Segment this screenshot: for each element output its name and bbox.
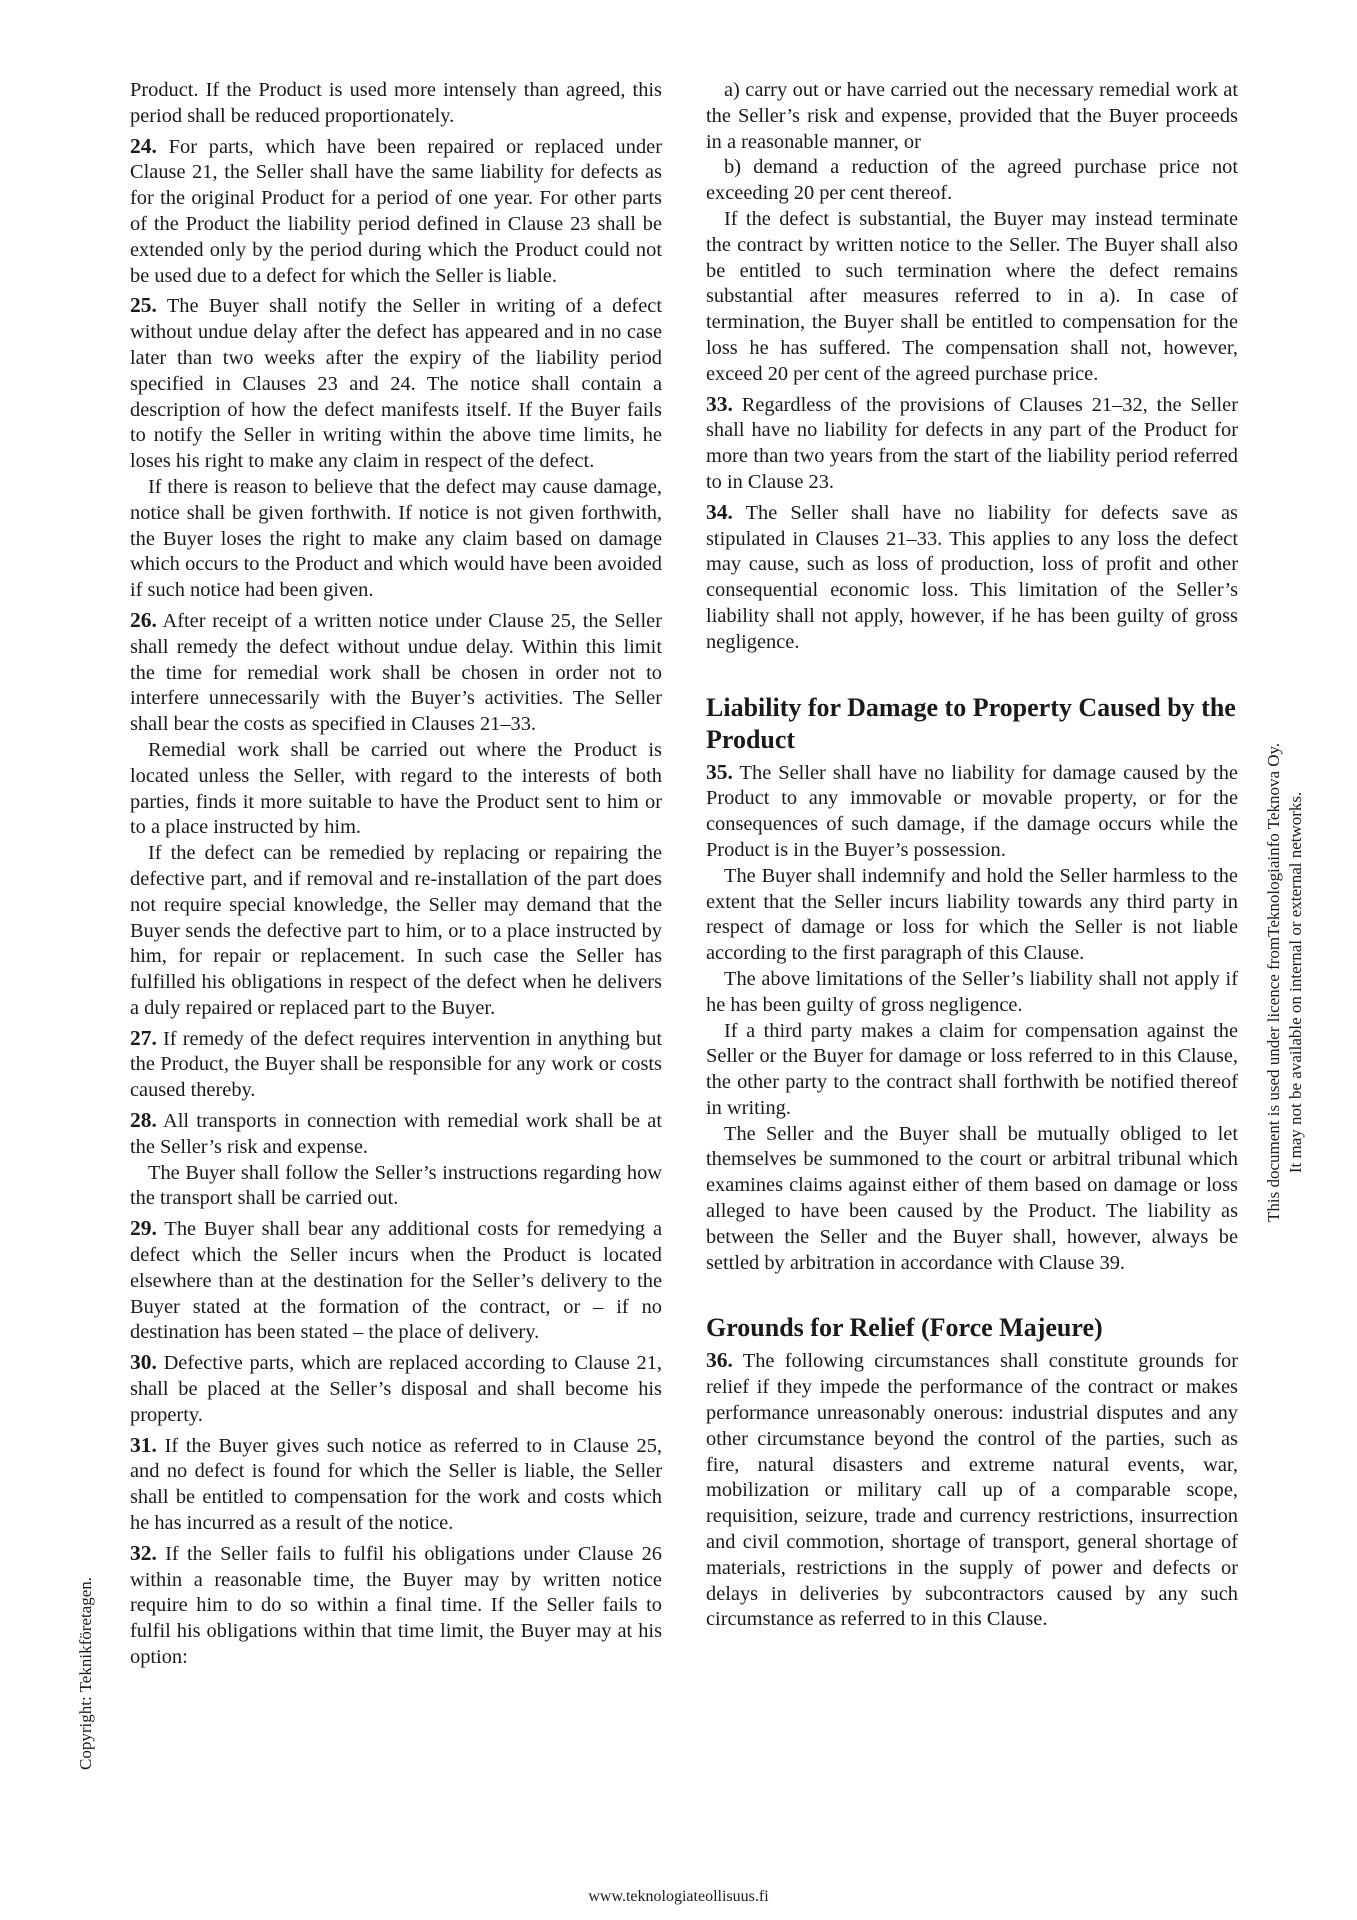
paragraph: Product. If the Product is used more intensely than agreed, this period shall be reduced proportionately. [130,79,662,127]
section-heading: Liability for Damage to Property Caused by the Product [706,692,1236,754]
clause-text: The Buyer shall notify the Seller in writing of a defect without undue delay after the defect has appeared and in no case later than two weeks after the expiry of the liability period specified in Clauses 23 and 24. The notice shall contain a description of how the defect manifests itself. If the Buyer fails to notify the Seller in writing within the above time limits, he loses his right to make any claim in respect of the defect. [130,295,662,473]
licence-line-1: This document is used under licence fromTeknologiainfo Teknova Oy. [1264,742,1283,1222]
paragraph: If the defect is substantial, the Buyer may instead terminate the contract by written notice to the Seller. The Buyer shall also be entitled to such termination where the defect remains substantial after measures referred to in a). In case of termination, the Buyer shall be entitled to compensation for the loss he has suffered. The compensation shall not, however, exceed 20 per cent of the agreed purchase price. [706,207,1238,385]
clause-number: 34. [706,499,733,524]
clause-text: Regardless of the provisions of Clauses 21–32, the Seller shall have no liability for defects in any part of the Product for more than two years from the start of the liability period referred to in Clause 23. [706,393,1238,493]
clause-number: 26. [130,607,157,632]
clause-text: For parts, which have been repaired or replaced under Clause 21, the Seller shall have the same liability for defects as for the original Product for a period of one year. For other parts of the Product the liability period defined in Clause 23 shall be extended only by the period during which the Product could not be used due to a defect for which the Seller is liable. [130,135,662,287]
clause-number: 25. [130,293,157,318]
clause-text: After receipt of a written notice under Clause 25, the Seller shall remedy the defect without undue delay. Within this limit the time for remedial work shall be chosen in order not to interfere unnecessarily with the Buyer’s activities. The Seller shall bear the costs as specified in Clauses 21–33. [130,609,662,736]
paragraph: The above limitations of the Seller’s liability shall not apply if he has been guilty of gross negligence. [706,967,1238,1016]
clause-text: The following circumstances shall constitute grounds for relief if they impede the performance of the contract or makes performance unreasonably onerous: industrial disputes and any other circumstance beyond the control of the parties, such as fire, natural disasters and extreme natural events, war, mobilization or military call up of a comparable scope, requisition, seizure, trade and currency restrictions, insurrection and civil commotion, shortage of transport, general shortage of materials, restrictions in the supply of power and defects or delays in deliveries by subcontractors caused by any such circumstance as referred to in this Clause. [706,1350,1238,1631]
clause-text: If the Buyer gives such notice as referred to in Clause 25, and no defect is found for which the Seller is liable, the Seller shall be entitled to compensation for the work and costs which he has incurred as a result of the notice. [130,1434,662,1535]
clause [706,760,1238,864]
clause-number: 32. [130,1540,157,1565]
right-column [706,78,1238,1633]
clause [130,1108,662,1161]
left-column [130,78,662,1671]
footer-url: www.teknologiateollisuus.fi [588,1888,769,1905]
copyright-notice: Copyright: Teknikföretagen. [76,1576,95,1770]
clause-number: 35. [706,759,733,784]
clause-text: The Buyer shall bear any additional costs for remedying a defect which the Seller incurs when the Product is located elsewhere than at the destination for the Seller’s delivery to the Buyer stated at the formation of the contract, or – if no destination has been stated – the place of delivery. [130,1218,662,1344]
clause [130,608,662,738]
clause-text: The Seller shall have no liability for damage caused by the Product to any immovable or movable property, or for the consequences of such damage, if the damage occurs while the Product is in the Buyer’s possession. [706,761,1238,861]
clause-number: 31. [130,1432,157,1457]
clause [130,134,662,290]
section-heading: Grounds for Relief (Force Majeure) [706,1313,1103,1343]
clause [130,1026,662,1104]
clause-number: 33. [706,391,733,416]
paragraph: The Buyer shall follow the Seller’s instructions regarding how the transport shall be carried out. [130,1161,662,1210]
paragraph: b) demand a reduction of the agreed purchase price not exceeding 20 per cent thereof. [706,156,1238,205]
paragraph: a) carry out or have carried out the necessary remedial work at the Seller’s risk and expense, provided that the Buyer proceeds in a reasonable manner, or [706,79,1238,153]
clause-text: The Seller shall have no liability for defects save as stipulated in Clauses 21–33. This applies to any loss the defect may cause, such as loss of production, loss of profit and other consequential economic loss. This limitation of the Seller’s liability shall not apply, however, if he has been guilty of gross negligence. [706,501,1238,653]
paragraph: Remedial work shall be carried out where the Product is located unless the Seller, with regard to the interests of both parties, finds it more suitable to have the Product sent to him or to a place instructed by him. [130,738,662,839]
paragraph: The Buyer shall indemnify and hold the Seller harmless to the extent that the Seller incurs liability towards any third party in respect of damage or loss for which the Seller is not liable according to the first paragraph of this Clause. [706,864,1238,965]
licence-line-2: It may not be available on internal or external networks. [1286,791,1305,1174]
clause [706,1348,1238,1633]
clause [706,392,1238,496]
clause-number: 24. [130,133,157,158]
licence-notice [1263,743,1307,1222]
clause [130,1541,662,1671]
paragraph: If the defect can be remedied by replacing or repairing the defective part, and if removal and re-installation of the part does not require special knowledge, the Seller may demand that the Buyer sends the defective part to him, or to a place instructed by him, for repair or replacement. In such case the Seller has fulfilled his obligations in respect of the defect when he delivers a duly repaired or replaced part to the Buyer. [130,842,662,1019]
paragraph: If a third party makes a claim for compensation against the Seller or the Buyer for damage or loss referred to in this Clause, the other party to the contract shall forthwith be notified thereof in writing. [706,1019,1238,1119]
clause-text: Defective parts, which are replaced according to Clause 21, shall be placed at the Seller’s disposal and shall become his property. [130,1352,662,1426]
clause [706,500,1238,656]
clause-number: 29. [130,1216,157,1241]
clause-number: 36. [706,1348,733,1373]
clause [130,1433,662,1537]
paragraph: If there is reason to believe that the defect may cause damage, notice shall be given forthwith. If notice is not given forthwith, the Buyer loses the right to make any claim based on damage which occurs to the Product and which would have been avoided if such notice had been given. [130,475,662,602]
clause-text: If the Seller fails to fulfil his obligations under Clause 26 within a reasonable time, the Buyer may by written notice require him to do so within a final time. If the Seller fails to fulfil his obligations within that time limit, the Buyer may at his option: [130,1542,663,1669]
clause [130,1350,662,1428]
clause-text: If remedy of the defect requires intervention in anything but the Product, the Buyer shall be responsible for any work or costs caused thereby. [130,1027,662,1102]
clause-number: 30. [130,1350,157,1375]
paragraph: The Seller and the Buyer shall be mutually obliged to let themselves be summoned to the court or arbitral tribunal which examines claims against either of them based on damage or loss alleged to have been caused by the Product. The liability as between the Seller and the Buyer shall, however, always be settled by arbitration in accordance with Clause 39. [706,1122,1238,1274]
clause [130,1216,662,1346]
clause-number: 28. [130,1108,157,1133]
clause [130,293,662,475]
clause-text: All transports in connection with remedial work shall be at the Seller’s risk and expense. [130,1110,662,1158]
clause-number: 27. [130,1025,157,1050]
